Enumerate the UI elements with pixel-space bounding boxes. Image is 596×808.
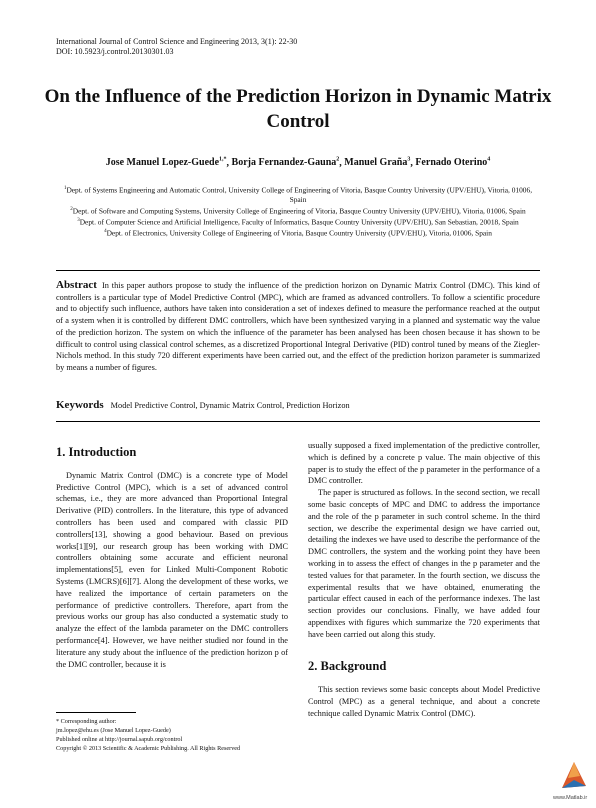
footnote-rule [56, 712, 136, 713]
watermark-text: www.Matlab.ir [553, 795, 588, 801]
affiliation: $^1$Dept. of Systems Engineering and Automatic Control, University College of Engineering of Vitoria, Basque Country University (UPV/EHU), Vitoria, 01006, Spain [63, 185, 533, 205]
journal-citation: International Journal of Control Science and Engineering 2013, 3(1): 22-30 [56, 37, 298, 46]
section-heading-background: 2. Background [308, 658, 387, 673]
affiliation: $^2$Dept. of Software and Computing Systems, University College of Engineering of Vitoria, Basque Country University (UPV/EHU), Vitoria, 01006, Spain [70, 206, 526, 216]
footnote-published: Published online at http://journal.sapub.org/control [56, 736, 183, 743]
keywords-text: Model Predictive Control, Dynamic Matrix Control, Prediction Horizon [110, 401, 350, 410]
top-rule [56, 270, 540, 271]
footnotes [56, 712, 288, 753]
matlab-logo-icon [560, 760, 588, 800]
intro-paragraph-2: The paper is structured as follows. In the second section, we recall some basic concepts of MPC and DMC to address the importance and the role of the p parameter in such control scheme. In the third section, we describe the experimental design we have carried out, detailing the indexes we have used to describe the performance of the DMC controllers, the system and the working point they have been working in to assess the effect of changes in the p parameter and the tested values for that parameter. In the fourth section, we discuss the experimental results that we have obtained, enumerating the particular effect caused in each of the performance indexes. The last section provides our conclusions. Finally, we have added four appendixes with figures which summarize the 720 experiments that have been carried out along this study. [308, 488, 540, 639]
keywords-label: Keywords [56, 399, 104, 411]
abstract [56, 280, 540, 374]
keywords [56, 399, 540, 411]
affiliations [60, 184, 536, 238]
right-column [308, 440, 540, 720]
author-name: Borja Fernandez-Gauna$^2$ [231, 157, 340, 169]
left-column [56, 447, 288, 670]
background-paragraph-1: This section reviews some basic concepts about Model Predictive Control (MPC) as a general technique, and about a concrete technique called Dynamic Matrix Control (DMC). [308, 685, 540, 718]
bottom-rule [56, 421, 540, 422]
journal-header [56, 37, 297, 57]
footnote-email: jm.lopez@ehu.es (Jose Manuel Lopez-Guede) [56, 727, 171, 734]
author-name: Manuel Graña$^3$ [344, 157, 411, 169]
abstract-label: Abstract [56, 279, 97, 291]
intro-paragraph-1: Dynamic Matrix Control (DMC) is a concrete type of Model Predictive Control (MPC), which is a set of advanced control schemas, i.e., they are more advanced than Proportional Integral Derivative (PID) controllers. In the literature, this type of advanced controllers has been used and compared with classic PID controllers[13], showing a good behaviour. Based on previous works[1][9], our research group has been working with DMC controllers obtaining some accurate and efficient neuronal implementations[5], even for Linked Multi-Component Robotic Systems (LMCRS)[6][7]. Along the development of these works, we have realized the importance of certain parameters on the performance of predictive controllers. Therefore, apart from the previous works our group has also conducted a systematic study to analyze the effect of the lambda parameter on the DMC controllers performance[4]. However, we have neither studied nor found in the literature any study about the influence of the prediction horizon p of the DMC controller, because it is [56, 470, 288, 669]
affiliation: $^3$Dept. of Computer Science and Artificial Intelligence, Faculty of Informatics, Basque Country University (UPV/EHU), San Sebastian, 20018, Spain [77, 217, 519, 227]
section-heading-introduction: 1. Introduction [56, 445, 137, 459]
paper-title: On the Influence of the Prediction Horizon in Dynamic Matrix Control [44, 86, 552, 132]
doi: DOI: 10.5923/j.control.20130301.03 [56, 47, 174, 56]
abstract-text: In this paper authors propose to study the influence of the prediction horizon on Dynamic Matrix Control (DMC). This kind of controllers is a particular type of Model Predictive Control (MPC), which are framed as advanced controllers. To follow a scientific procedure and to objectify such influence, authors have taken into consideration a set of indexes defined to measure the performance reached at the output of a system when it is controlled by different DMC controllers, which have been synthesized varying in a planned and systematic way the value of the prediction horizon. The system on which the influence of the parameter has been analysed has been chosen because it has shown to be difficult to control using classical control schemes, as a discretized Proportional Integral Derivative (PID) control tuned by means of the Ziegler-Nichols method. In this study 720 different experiments have been carried out, and the effect of the prediction horizon parameter is summarized by means a number of figures. [56, 281, 540, 372]
footnote-copyright: Copyright © 2013 Scientific & Academic Publishing. All Rights Reserved [56, 745, 241, 752]
authors: Jose Manuel Lopez-Guede$^{1,*}$, Borja Fernandez-Gauna$^2$, Manuel Graña$^3$, Fernado Oterino$^4$ [105, 157, 491, 169]
intro-paragraph-1-continued: usually supposed a fixed implementation of the predictive controller, which is defined by a concrete p value. The main objective of this paper is to study the effect of the p parameter in the performance of a DMC controller. [308, 441, 540, 486]
affiliation: $^4$Dept. of Electronics, University College of Engineering of Vitoria, Basque Country University (UPV/EHU), Vitoria, 01006, Spain [104, 228, 492, 238]
footnote-corresponding: * Corresponding author: [56, 718, 117, 725]
author-name: Jose Manuel Lopez-Guede$^{1,*}$ [105, 157, 227, 169]
author-name: Fernado Oterino$^4$ [415, 157, 491, 169]
